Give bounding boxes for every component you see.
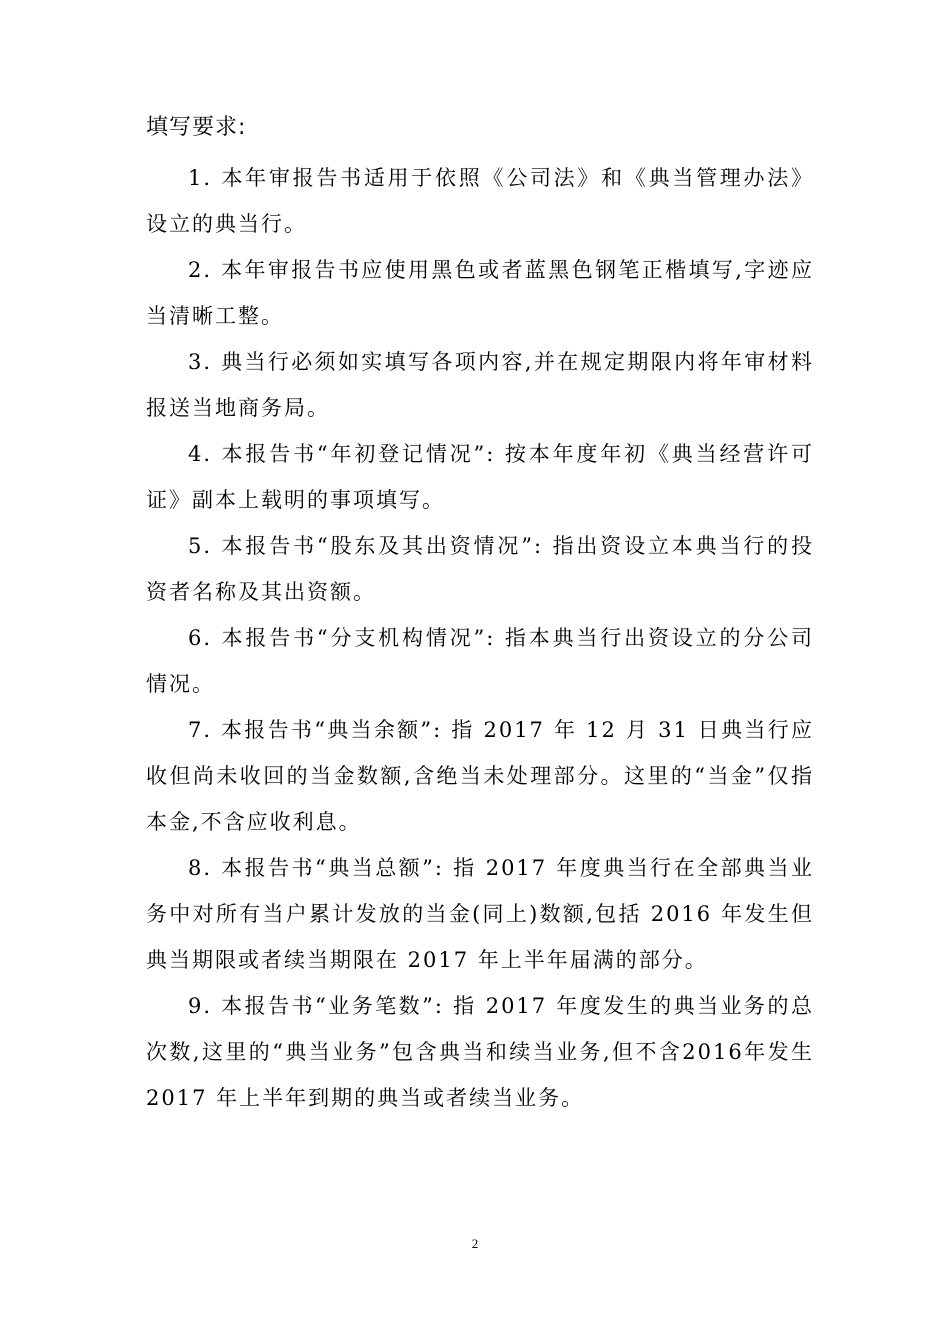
instruction-item-7: 7. 本报告书“典当余额”: 指 2017 年 12 月 31 日典当行应收但尚未收回的当金数额,含绝当未处理部分。这里的“当金”仅指本金,不含应收利息。 <box>146 718 814 834</box>
instruction-item-4: 4. 本报告书“年初登记情况”: 按本年度年初《典当经营许可证》副本上载明的事项填写。 <box>146 442 814 512</box>
instructions-list <box>146 155 814 1121</box>
instruction-item-3: 3. 典当行必须如实填写各项内容,并在规定期限内将年审材料报送当地商务局。 <box>146 350 814 420</box>
instruction-item-5: 5. 本报告书“股东及其出资情况”: 指出资设立本典当行的投资者名称及其出资额。 <box>146 534 814 604</box>
instruction-item-8: 8. 本报告书“典当总额”: 指 2017 年度典当行在全部典当业务中对所有当户累计发放的当金(同上)数额,包括 2016 年发生但典当期限或者续当期限在 2017 年上半年届满的部分。 <box>146 856 814 972</box>
instructions-heading: 填写要求: <box>146 115 247 140</box>
instruction-item-1: 1. 本年审报告书适用于依照《公司法》和《典当管理办法》设立的典当行。 <box>146 166 814 236</box>
page-number: 2 <box>471 1236 479 1251</box>
instruction-item-9: 9. 本报告书“业务笔数”: 指 2017 年度发生的典当业务的总次数,这里的“典当业务”包含典当和续当业务,但不含2016年发生 2017 年上半年到期的典当或者续当业务。 <box>146 994 814 1110</box>
instruction-item-6: 6. 本报告书“分支机构情况”: 指本典当行出资设立的分公司情况。 <box>146 626 814 696</box>
instruction-item-2: 2. 本年审报告书应使用黑色或者蓝黑色钢笔正楷填写,字迹应当清晰工整。 <box>146 258 814 328</box>
